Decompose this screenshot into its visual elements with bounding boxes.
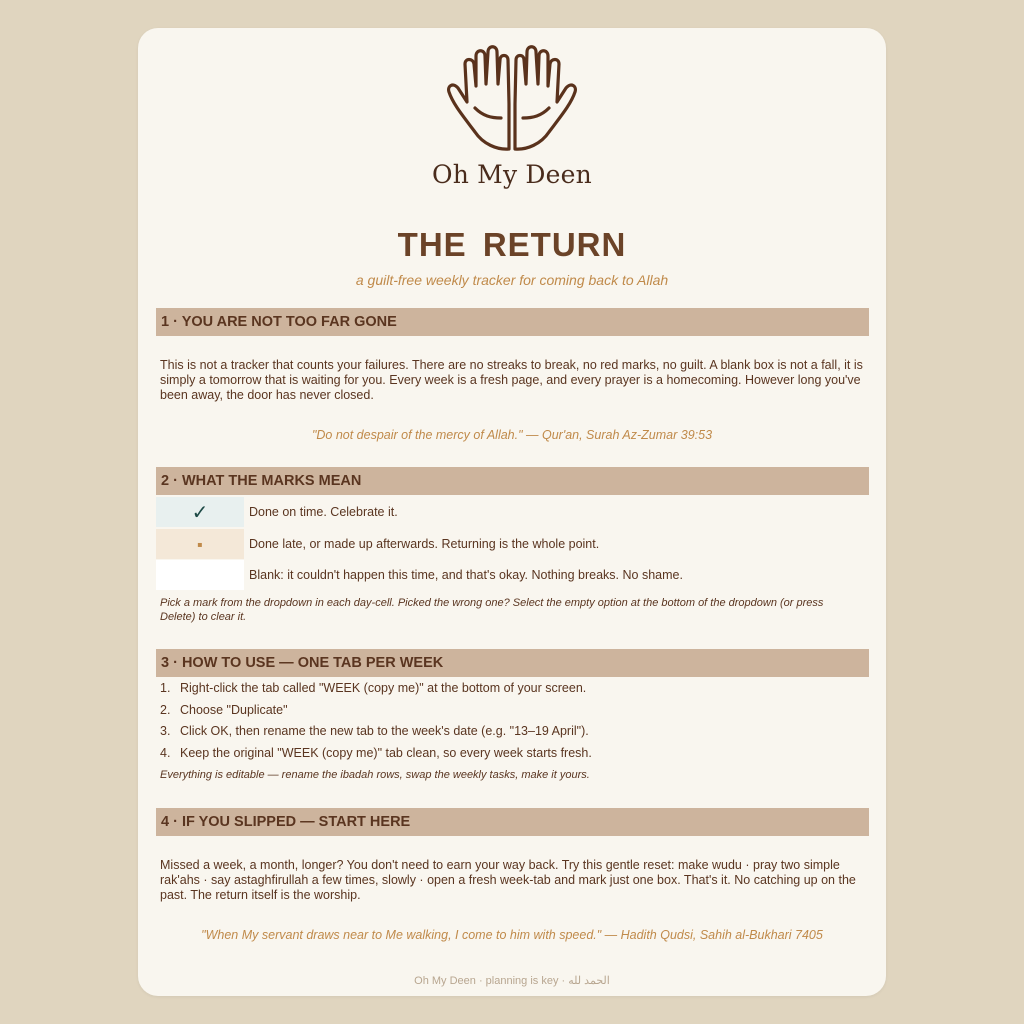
section-4-header: 4 · IF YOU SLIPPED — START HERE <box>156 808 869 836</box>
step-number: 4. <box>160 746 171 760</box>
step-number: 1. <box>160 681 171 695</box>
step-text: Keep the original "WEEK (copy me)" tab clean, so every week starts fresh. <box>180 746 592 760</box>
step-item <box>160 724 589 740</box>
tracker-card <box>138 28 886 996</box>
brand-name: Oh My Deen <box>432 160 592 189</box>
mark-description-done: Done on time. Celebrate it. <box>249 505 398 519</box>
section-4-body: Missed a week, a month, longer? You don't need to earn your way back. Try this gentle reset: make wudu · pray two simple rak'ahs · say astaghfirullah a few times, slowly · open a fresh week-tab and mark just one box. That's it. No catching up on the past. The return itself is the worship. <box>160 858 856 902</box>
section-4-quote: "When My servant draws near to Me walking, I come to him with speed." — Hadith Qudsi, Sahih al-Bukhari 7405 <box>201 928 823 942</box>
section-1-quote: "Do not despair of the mercy of Allah." — Qur'an, Surah Az-Zumar 39:53 <box>311 428 713 442</box>
mark-row-late <box>156 529 869 559</box>
praying-hands-icon <box>445 44 579 154</box>
footer: Oh My Deen · planning is key · الحمد لله <box>414 975 610 987</box>
step-number: 3. <box>160 724 171 738</box>
mark-row-done <box>156 497 869 527</box>
step-text: Click OK, then rename the new tab to the week's date (e.g. "13–19 April"). <box>180 724 589 738</box>
step-number: 2. <box>160 703 171 717</box>
section-2-note: Pick a mark from the dropdown in each day-cell. Picked the wrong one? Select the empty option at the bottom of the dropdown (or press Delete) to clear it. <box>160 597 824 623</box>
section-2-header: 2 · WHAT THE MARKS MEAN <box>156 467 869 495</box>
step-text: Choose "Duplicate" <box>180 703 288 717</box>
section-3-note: Everything is editable — rename the ibadah rows, swap the weekly tasks, make it yours. <box>160 769 590 781</box>
mark-description-blank: Blank: it couldn't happen this time, and that's okay. Nothing breaks. No shame. <box>249 568 683 582</box>
page-title: THE RETURN <box>397 226 627 263</box>
step-item <box>160 681 586 697</box>
square-dot-icon: ▪ <box>197 539 203 549</box>
mark-cell-late <box>156 529 244 559</box>
section-1-body: This is not a tracker that counts your failures. There are no streaks to break, no red marks, no guilt. A blank box is not a fall, it is simply a tomorrow that is waiting for you. Every week is a fresh page, and every prayer is a homecoming. However long you've been away, the door has never closed. <box>160 358 863 402</box>
logo <box>138 44 886 189</box>
check-icon: ✓ <box>191 500 209 524</box>
mark-cell-done <box>156 497 244 527</box>
mark-cell-blank <box>156 560 244 590</box>
page-subtitle: a guilt-free weekly tracker for coming back to Allah <box>355 272 669 288</box>
step-item <box>160 703 288 719</box>
step-text: Right-click the tab called "WEEK (copy me)" at the bottom of your screen. <box>180 681 587 695</box>
mark-row-blank <box>156 560 869 590</box>
step-item <box>160 746 592 762</box>
mark-description-late: Done late, or made up afterwards. Returning is the whole point. <box>249 537 600 551</box>
section-3-header: 3 · HOW TO USE — ONE TAB PER WEEK <box>156 649 869 677</box>
section-1-header: 1 · YOU ARE NOT TOO FAR GONE <box>156 308 869 336</box>
